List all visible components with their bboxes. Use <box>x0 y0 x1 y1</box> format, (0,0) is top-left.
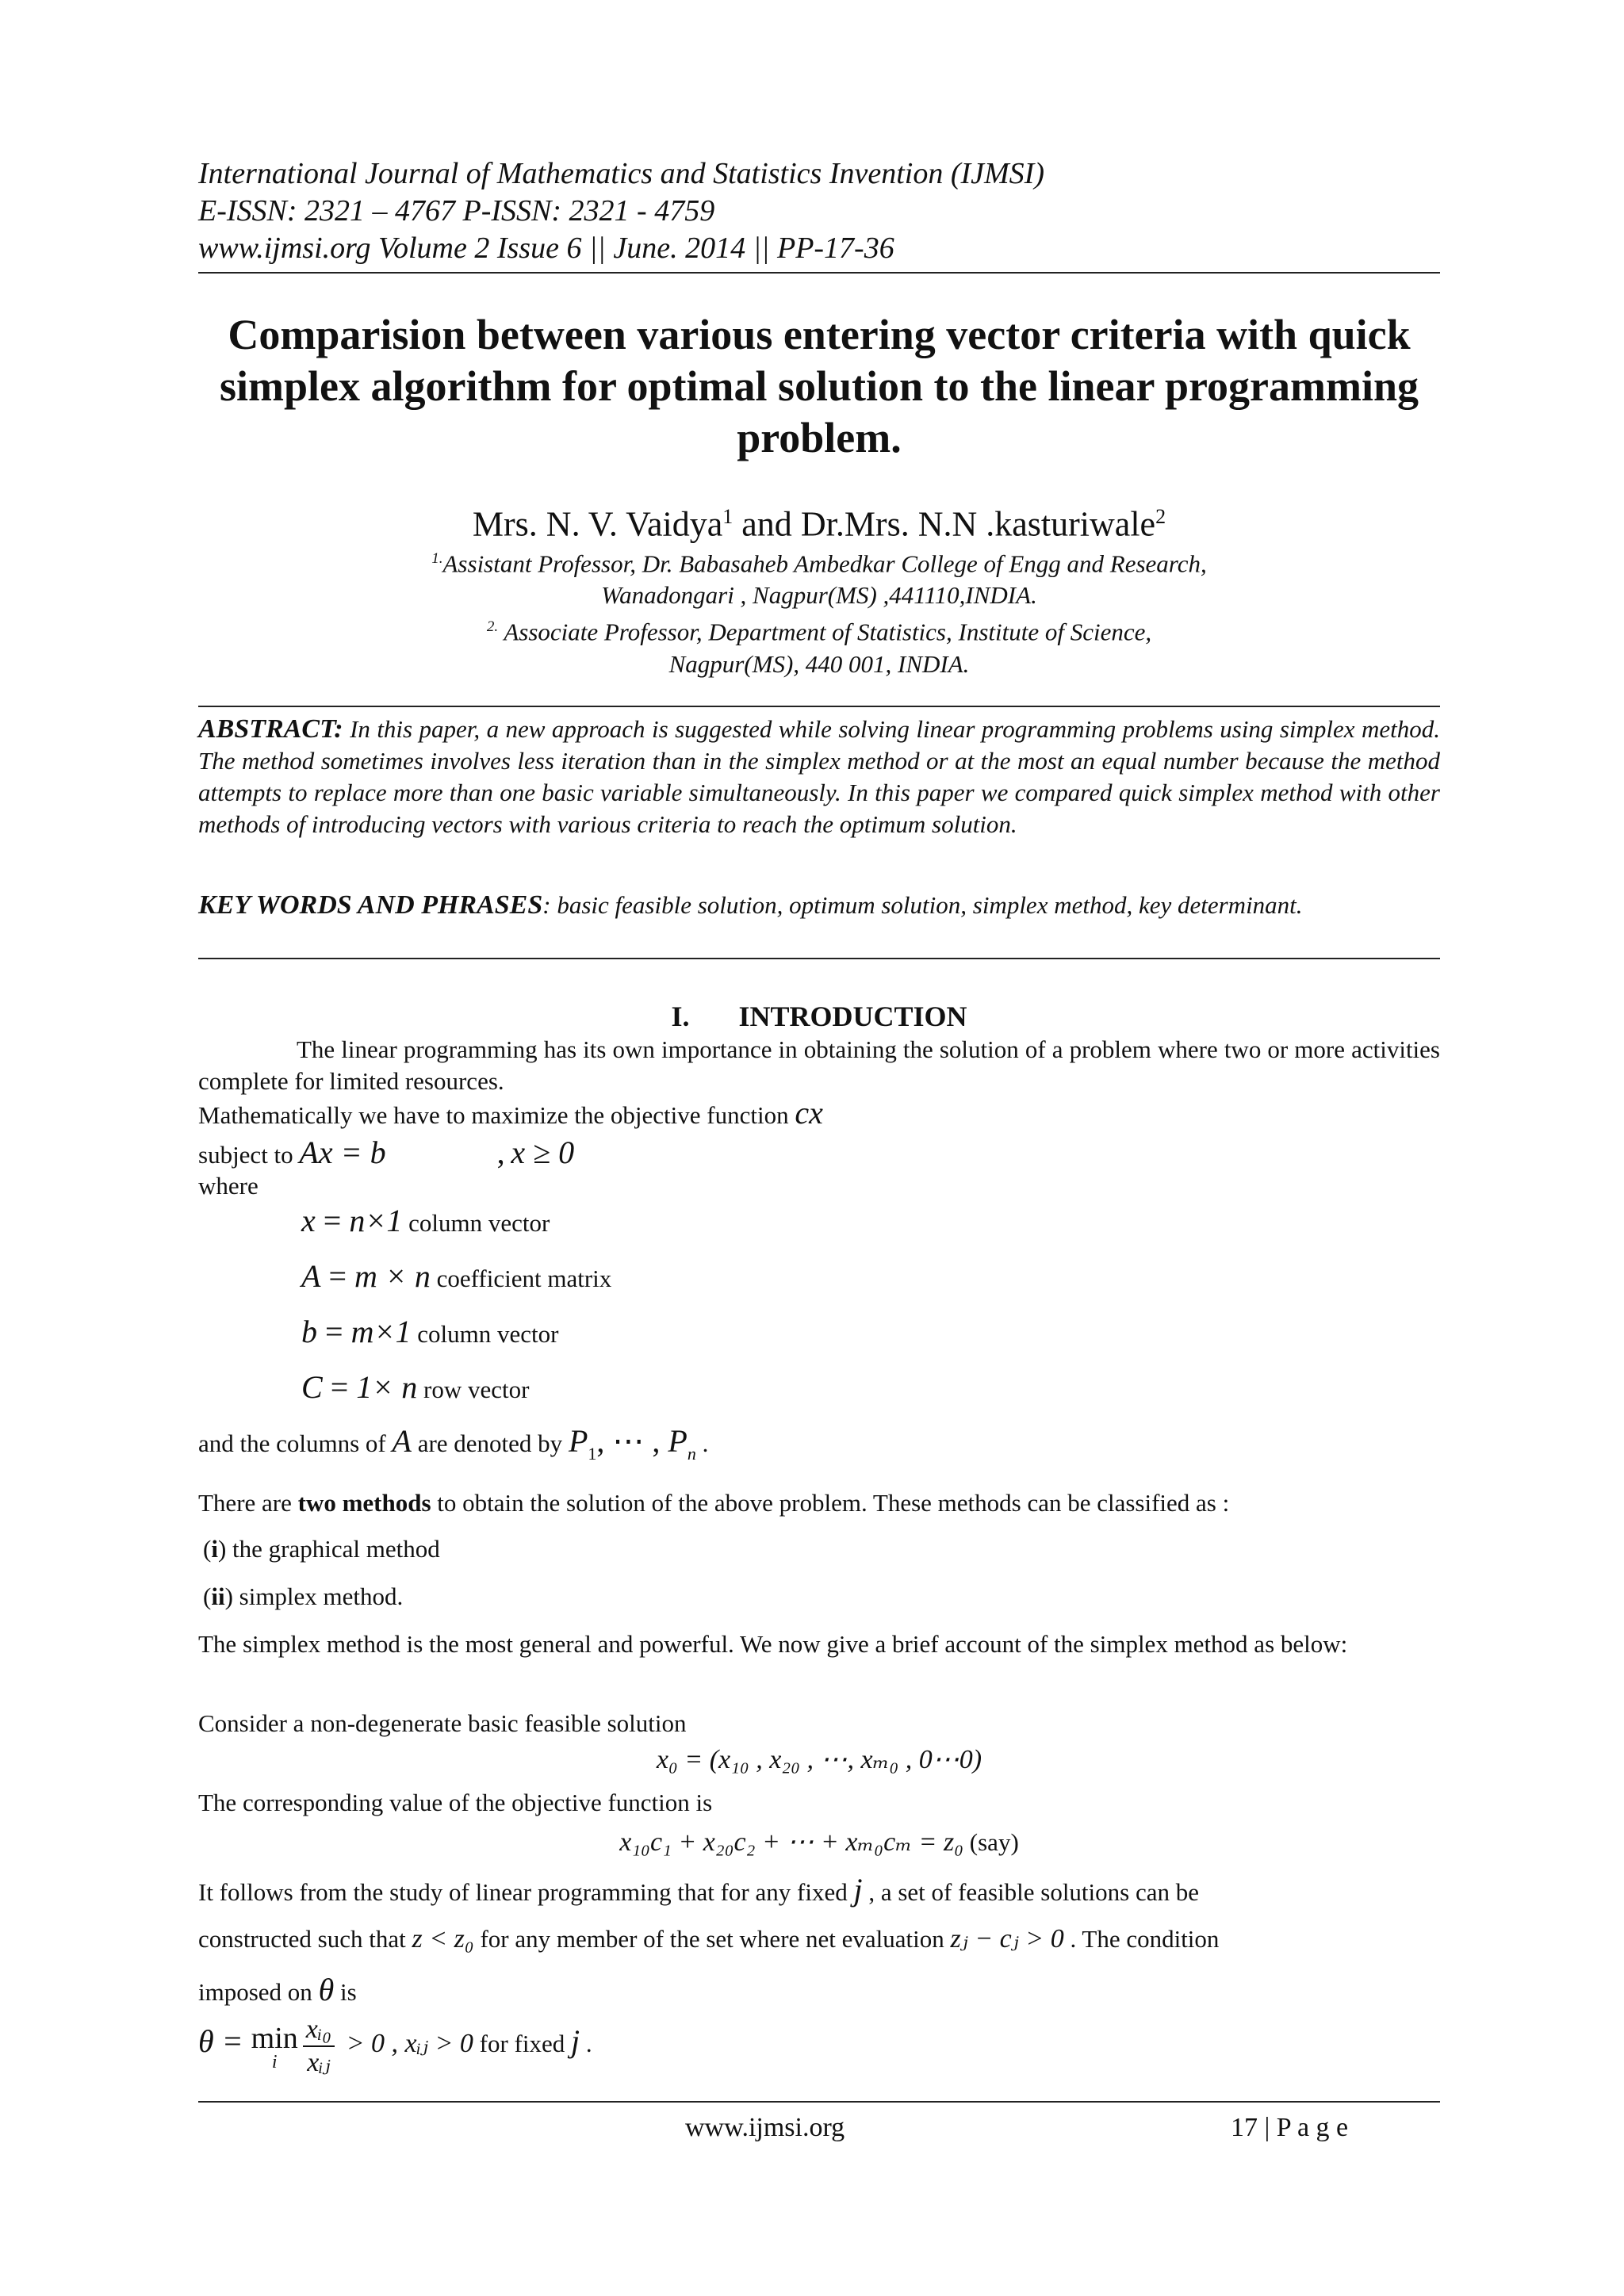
keywords-label: KEY WORDS AND PHRASES <box>198 890 543 920</box>
keywords-bottom-rule <box>198 958 1440 959</box>
abstract-text: In this paper, a new approach is suggested while solving linear programming problems using simplex method. The method sometimes involves less iteration than in the simplex method or at the most an equal number because the method attempts to replace more than one basic variable simultaneously. In this paper we compared quick simplex method with other methods of introducing vectors with various criteria to reach the optimum solution. <box>198 715 1440 838</box>
consider-line: Consider a non-degenerate basic feasible solution <box>198 1709 687 1737</box>
journal-volume: www.ijmsi.org Volume 2 Issue 6 || June. 2014 || PP-17-36 <box>198 232 894 265</box>
footer-page-number: 17 | P a g e <box>1231 2113 1349 2142</box>
z0-equation: x₁₀c₁ + x₂₀c₂ + ⋯ + xₘ₀cₘ = z₀ (say) <box>619 1827 1019 1857</box>
paper-title: Comparision between various entering vector criteria with quick simplex algorithm for optimal solution to the linear programming problem. <box>220 311 1419 461</box>
author-2: Dr.Mrs. N.N .kasturiwale <box>800 504 1156 544</box>
columns-line: and the columns of A are denoted by $P_1$, ⋯ , $P_n$ . <box>198 1423 709 1464</box>
affiliations: $^{1.}$Assistant Professor, Dr. Babasaheb Ambedkar College of Engg and Research, Wanadongari , Nagpur(MS) ,441110,INDIA. $^{2.}$ Associate Professor, Department of Statistics, Institute of Science, Nagpur(MS), 440 001, INDIA. <box>431 549 1207 678</box>
methods-line: There are two methods to obtain the solution of the above problem. These methods can be classified as : <box>198 1489 1230 1517</box>
imposed-line: imposed on θ is <box>198 1972 357 2007</box>
journal-header <box>198 155 1440 267</box>
keywords-text: basic feasible solution, optimum solution, simplex method, key determinant. <box>550 891 1303 919</box>
constraint-line: subject to Ax = b , x ≥ 0 <box>198 1135 575 1170</box>
header-rule <box>198 272 1440 274</box>
definition-x: x = n×1 column vector <box>301 1203 550 1238</box>
abstract-top-rule <box>198 706 1440 707</box>
definition-b: b = m×1 column vector <box>301 1314 559 1349</box>
where-label: where <box>198 1172 259 1200</box>
objective-value-line: The corresponding value of the objective function is <box>198 1789 713 1816</box>
intro-paragraph: The linear programming has its own importance in obtaining the solution of a problem where two or more activities complete for limited resources. <box>198 1035 1440 1095</box>
definition-a: A = m × n coefficient matrix <box>301 1258 612 1294</box>
method-ii: (ii) simplex method. <box>203 1582 404 1610</box>
journal-name: International Journal of Mathematics and Statistics Invention (IJMSI) <box>198 157 1044 190</box>
constructed-line: constructed such that z < z₀ for any member of the set where net evaluation zⱼ − cⱼ > 0 . The condition <box>198 1924 1220 1954</box>
objective-expr: cx <box>795 1095 823 1131</box>
maximize-line: Mathematically we have to maximize the objective function cx <box>198 1095 823 1131</box>
simplex-general-paragraph: The simplex method is the most general and powerful. We now give a brief account of the simplex method as below: <box>198 1630 1348 1658</box>
journal-issn: E-ISSN: 2321 – 4767 P-ISSN: 2321 - 4759 <box>198 194 715 228</box>
theta-equation: θ = min i $\frac{\text{xᵢ₀}}{\text{xᵢⱼ}}$ > 0 , xᵢⱼ > 0 for fixed j . <box>198 2015 592 2077</box>
nonneg-constraint: x ≥ 0 <box>511 1135 575 1170</box>
footer-rule <box>198 2101 1440 2103</box>
constraint-eq: Ax = b <box>299 1135 386 1170</box>
abstract-label: ABSTRACT: <box>198 714 343 744</box>
footer-website: www.ijmsi.org <box>685 2113 845 2142</box>
abstract <box>198 714 1440 840</box>
paper-page <box>198 0 1440 2296</box>
theta-fraction: $\frac{\text{xᵢ₀}}{\text{xᵢⱼ}}$ <box>303 2014 335 2079</box>
method-i: (i) the graphical method <box>203 1535 440 1563</box>
author-1: Mrs. N. V. Vaidya <box>472 504 723 544</box>
keywords: KEY WORDS AND PHRASES: basic feasible solution, optimum solution, simplex method, key determinant. <box>198 890 1303 920</box>
definition-c: C = 1× n row vector <box>301 1369 530 1405</box>
author-line: Mrs. N. V. Vaidya$^1$ and Dr.Mrs. N.N .kasturiwale$^2$ <box>472 504 1166 544</box>
x0-equation: x₀ = (x₁₀ , x₂₀ , ⋯, xₘ₀ , 0⋯0) <box>656 1745 982 1774</box>
follows-line: It follows from the study of linear programming that for any fixed j , a set of feasible solutions can be <box>198 1872 1199 1908</box>
section-heading: I. INTRODUCTION <box>671 1001 967 1032</box>
